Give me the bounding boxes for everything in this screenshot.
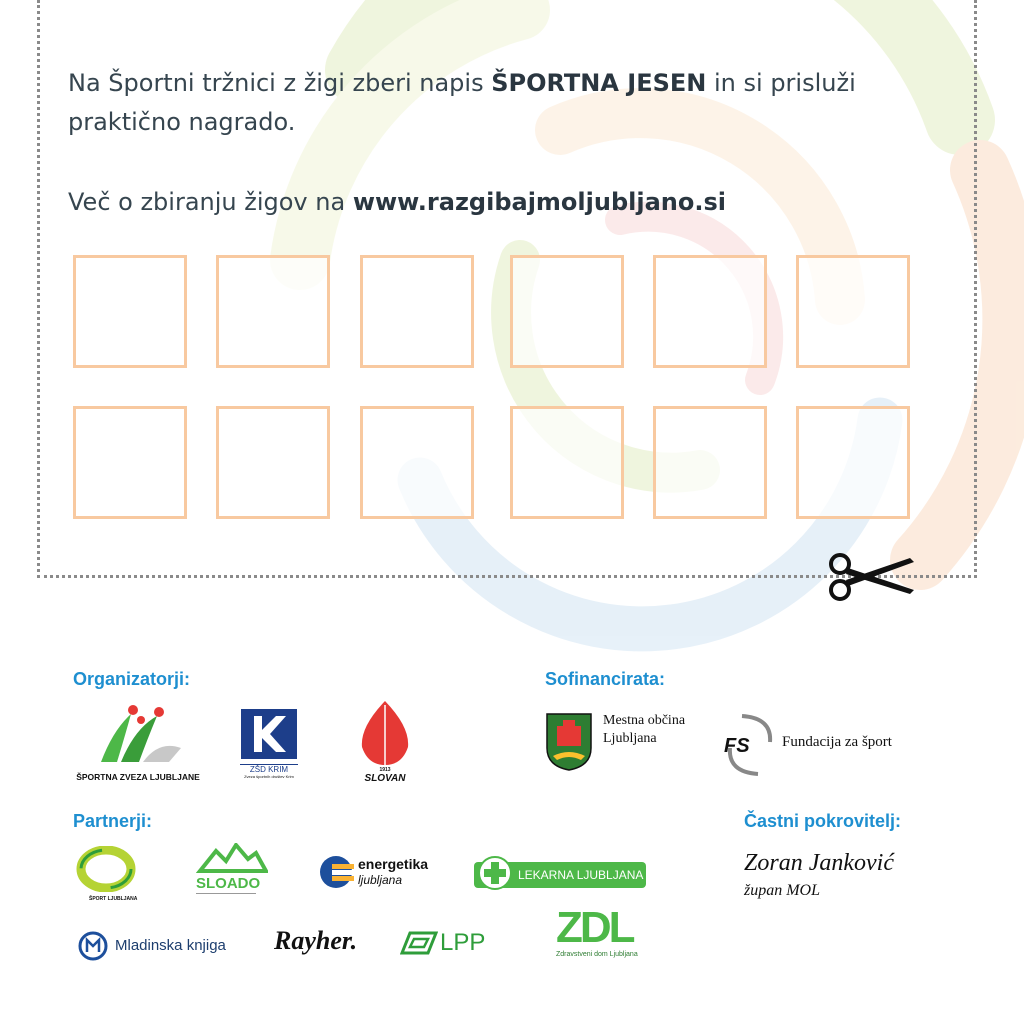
stamp-box (73, 255, 187, 368)
stamp-box (73, 406, 187, 519)
krim-emblem-icon (240, 708, 298, 760)
mk-name: Mladinska knjiga (115, 937, 226, 954)
fs-logo (722, 712, 778, 778)
lpp-logo (400, 929, 520, 959)
sloado-logo (196, 843, 268, 905)
lekarna-name: LEKARNA LJUBLJANA (518, 868, 644, 882)
patron-name: Zoran Janković (744, 850, 894, 876)
partners-title: Partnerji: (73, 811, 153, 831)
energetika-logo (318, 854, 438, 894)
scissors-icon (826, 550, 916, 604)
szl-logo (73, 700, 203, 786)
mol-line1: Mestna občina (603, 713, 686, 728)
rayher-logo: Rayher. (274, 926, 358, 955)
szl-name: ŠPORTNA ZVEZA LJUBLJANE (76, 772, 200, 782)
fs-emblem-icon (722, 712, 778, 778)
ring-icon (75, 846, 137, 892)
stamp-box (360, 255, 474, 368)
stamp-box (216, 255, 330, 368)
sport-lj-name: ŠPORT LJUBLJANA (89, 896, 138, 902)
energetika-line2: ljubljana (358, 873, 403, 887)
sloado-name: SLOADO (196, 875, 261, 892)
mol-line2: Ljubljana (603, 731, 657, 746)
stamp-box (653, 406, 767, 519)
website-link[interactable]: www.razgibajmoljubljano.si (352, 188, 726, 216)
slovan-year: 1913 (379, 767, 391, 773)
stamp-box (510, 255, 624, 368)
energetika-emblem-icon (318, 854, 354, 890)
intro-part2: in si prisluži praktično nagrado. (68, 69, 856, 136)
intro-text (68, 64, 948, 142)
pharmacy-cross-icon (478, 856, 512, 890)
zdl-logo (556, 905, 656, 971)
lekarna-logo (474, 852, 646, 892)
stamp-box (360, 406, 474, 519)
sport-ljubljana-logo (75, 846, 155, 906)
coat-of-arms-icon (545, 712, 593, 772)
szl-emblem-icon (73, 700, 203, 768)
mk-emblem-icon (78, 931, 108, 961)
more-info-text (68, 183, 726, 222)
fs-name: Fundacija za šport (782, 734, 892, 750)
stamp-box (796, 255, 910, 368)
intro-part1: Na Športni tržnici z žigi zberi napis (68, 69, 492, 97)
mladinska-knjiga-logo (78, 931, 248, 961)
patron-title: Častni pokrovitelj: (744, 811, 902, 831)
cofinance-title: Sofinancirata: (545, 669, 666, 689)
leaf-icon (350, 697, 420, 767)
energetika-line1: energetika (358, 856, 429, 872)
sloado-subtitle-lines (196, 893, 256, 902)
zdl-subtitle: Zdravstveni dom Ljubljana (556, 951, 638, 958)
stamp-box (216, 406, 330, 519)
krim-logo (240, 708, 298, 786)
patron-title-text: župan MOL (744, 882, 821, 899)
fs-mark: FS (724, 735, 750, 757)
slovan-name: SLOVAN (364, 773, 406, 784)
intro-bold: ŠPORTNA JESEN (491, 69, 707, 97)
mol-name (603, 712, 685, 748)
lpp-name: LPP (440, 929, 486, 956)
slovan-logo (350, 697, 420, 787)
mol-coat-of-arms (545, 712, 595, 774)
krim-name: ZŠD KRIM (240, 764, 298, 774)
krim-subtitle: Zveza športnih društev Krim (244, 774, 294, 779)
more-text: Več o zbiranju žigov na (68, 188, 353, 216)
zdl-mark: ZDL (556, 903, 633, 952)
stamp-box (653, 255, 767, 368)
mountain-icon (196, 843, 268, 873)
organizers-title: Organizatorji: (73, 669, 191, 689)
lpp-emblem-icon (400, 931, 438, 955)
stamp-box (510, 406, 624, 519)
stamp-box (796, 406, 910, 519)
